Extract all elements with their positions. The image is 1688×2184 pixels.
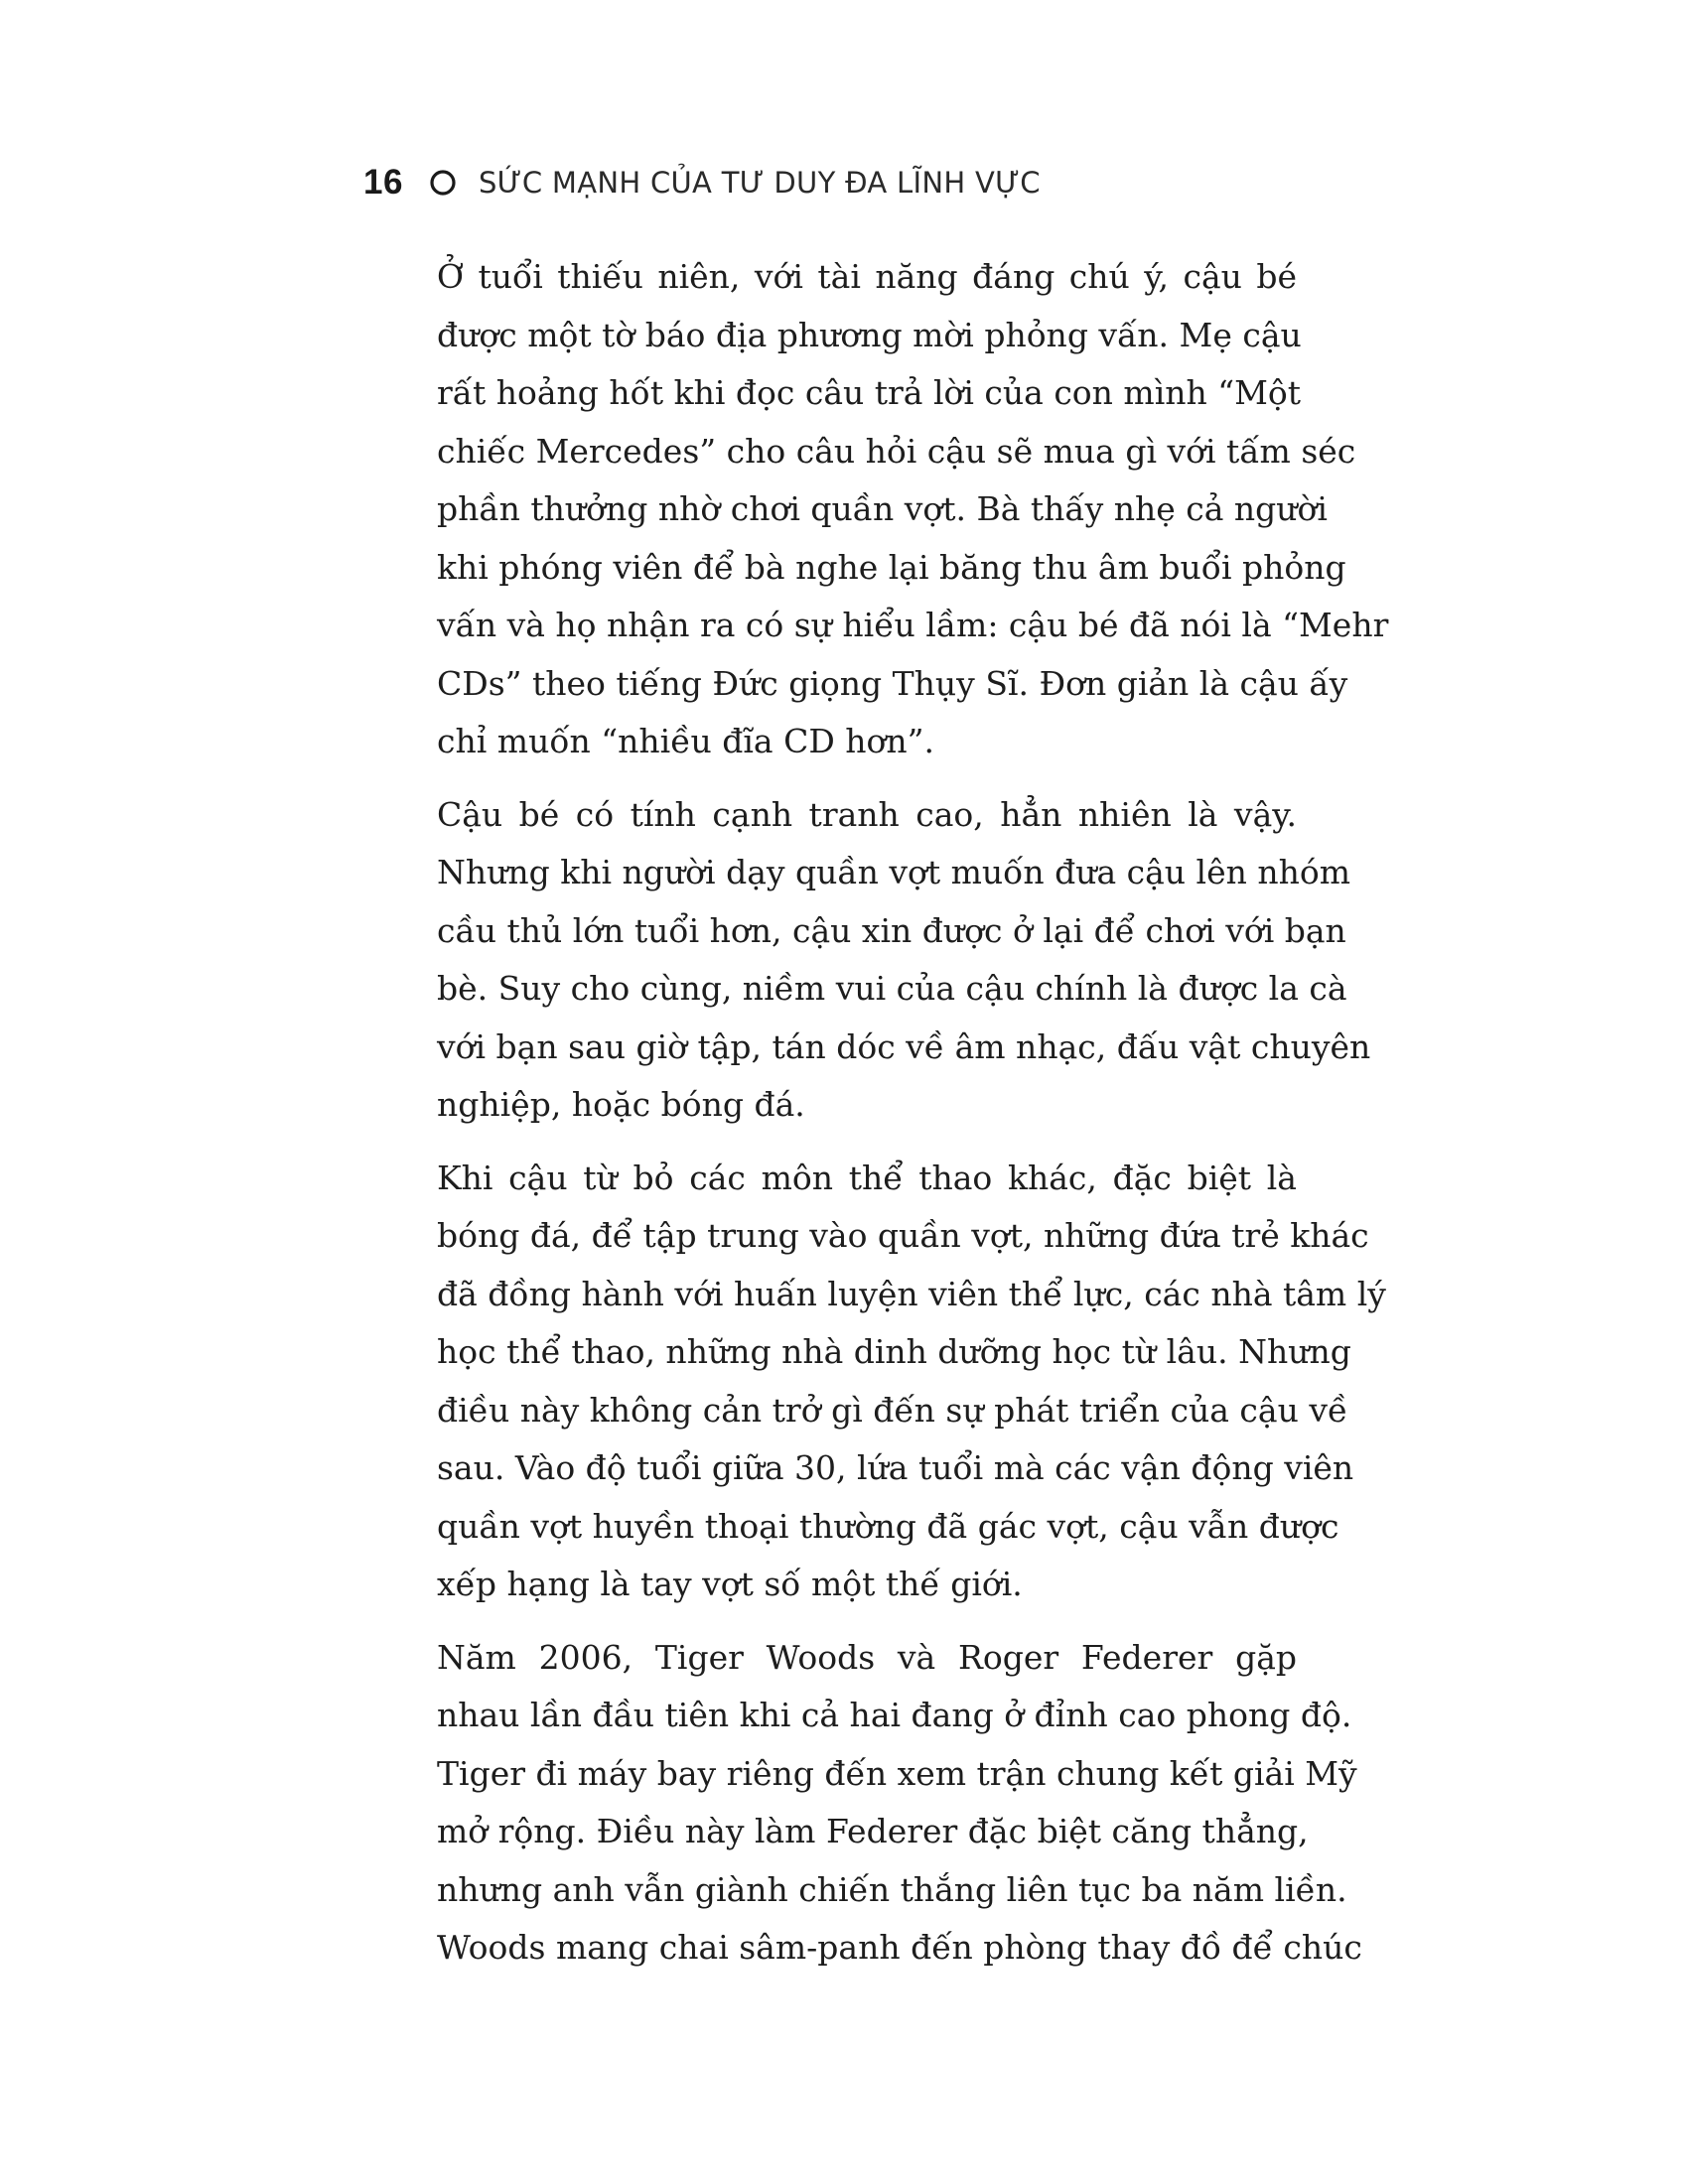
circle-outline-icon [429,169,457,197]
paragraph [363,248,1389,771]
paragraph [363,1150,1386,1614]
text-line: bóng đá, để tập trung vào quần vợt, những đứa trẻ khác [437,1216,1369,1255]
body-text [363,248,1389,1992]
text-line: đã đồng hành với huấn luyện viên thể lực, các nhà tâm lý [437,1274,1386,1313]
text-line: nhưng anh vẫn giành chiến thắng liên tục ba năm liền. [437,1869,1347,1909]
text-line: học thể thao, những nhà dinh dưỡng học từ lâu. Nhưng [437,1332,1351,1371]
text-line: được một tờ báo địa phương mời phỏng vấn. Mẹ cậu [437,315,1302,354]
text-line: Ở tuổi thiếu niên, với tài năng đáng chú ý, cậu bé [437,257,1297,296]
text-line: Khi cậu từ bỏ các môn thể thao khác, đặc biệt là [437,1158,1297,1197]
text-line: vấn và họ nhận ra có sự hiểu lầm: cậu bé đã nói là “Mehr [437,606,1389,644]
text-line: Woods mang chai sâm-panh đến phòng thay đồ để chúc [437,1928,1362,1967]
text-line: quần vợt huyền thoại thường đã gác vợt, cậu vẫn được [437,1506,1339,1546]
text-line: khi phóng viên để bà nghe lại băng thu âm buổi phỏng [437,547,1346,587]
text-line: Tiger đi máy bay riêng đến xem trận chung kết giải Mỹ [437,1753,1357,1793]
page-number: 16 [363,163,403,202]
text-line: rất hoảng hốt khi đọc câu trả lời của con mình “Một [437,373,1302,412]
text-line: chiếc Mercedes” cho câu hỏi cậu sẽ mua gì với tấm séc [437,431,1356,471]
text-line: với bạn sau giờ tập, tán dóc về âm nhạc, đấu vật chuyên [437,1026,1371,1066]
text-line: Cậu bé có tính cạnh tranh cao, hẳn nhiên là vậy. [437,794,1297,834]
text-line: cầu thủ lớn tuổi hơn, cậu xin được ở lại để chơi với bạn [437,910,1346,950]
text-line: xếp hạng là tay vợt số một thế giới. [437,1565,1023,1603]
book-title: SỨC MẠNH CỦA TƯ DUY ĐA LĨNH VỰC [478,166,1041,200]
paragraph [363,786,1371,1135]
text-line: CDs” theo tiếng Đức giọng Thụy Sĩ. Đơn giản là cậu ấy [437,663,1348,703]
text-line: nhau lần đầu tiên khi cả hai đang ở đỉnh cao phong độ. [437,1696,1352,1734]
text-line: mở rộng. Điều này làm Federer đặc biệt căng thẳng, [437,1812,1309,1850]
text-line: chỉ muốn “nhiều đĩa CD hơn”. [437,722,935,760]
paragraph [363,1629,1362,1978]
text-line: nghiệp, hoặc bóng đá. [437,1085,805,1124]
text-line: bè. Suy cho cùng, niềm vui của cậu chính là được la cà [437,969,1347,1008]
text-line: phần thưởng nhờ chơi quần vợt. Bà thấy nhẹ cả người [437,489,1328,528]
text-line: Năm 2006, Tiger Woods và Roger Federer gặp [437,1637,1297,1677]
running-head [363,157,1041,208]
text-line: Nhưng khi người dạy quần vợt muốn đưa cậu lên nhóm [437,853,1351,891]
text-line: sau. Vào độ tuổi giữa 30, lứa tuổi mà các vận động viên [437,1448,1354,1487]
text-line: điều này không cản trở gì đến sự phát triển của cậu về [437,1390,1348,1430]
